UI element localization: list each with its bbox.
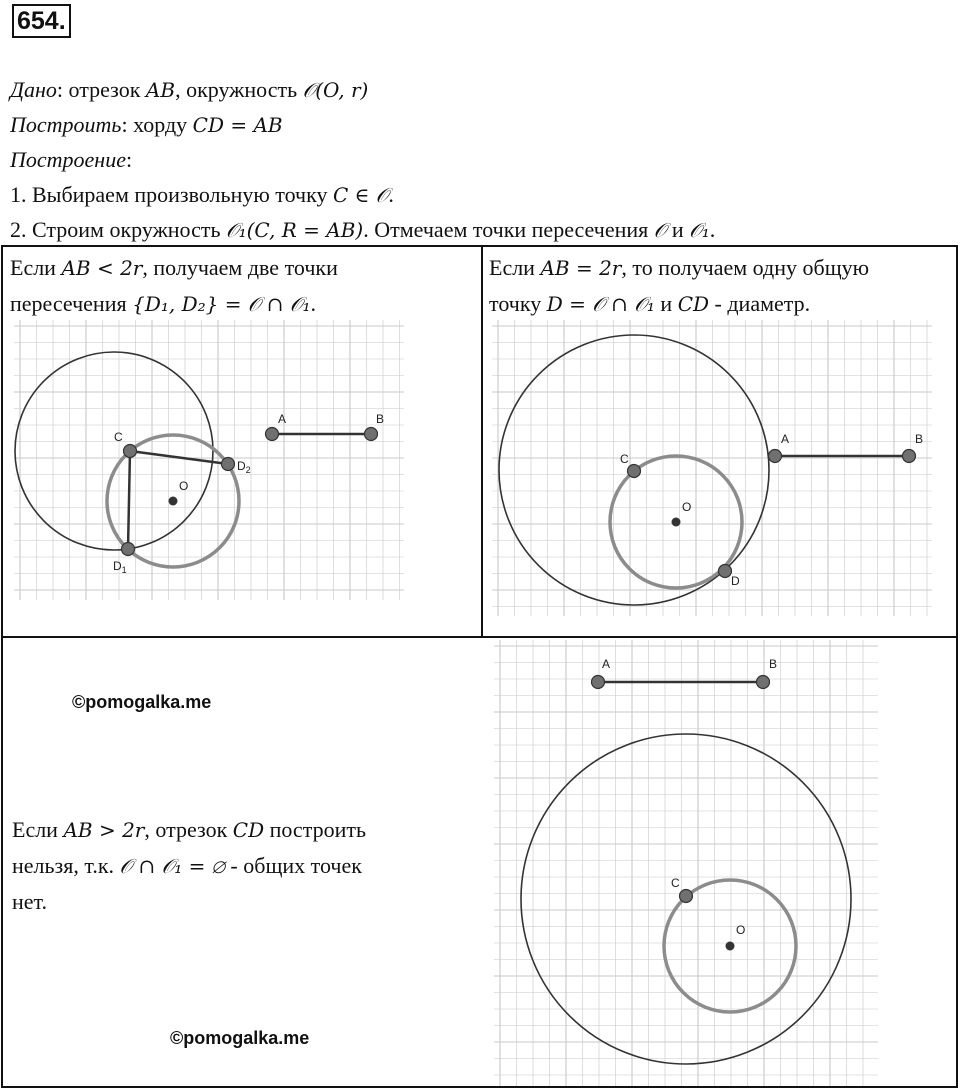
- cell1-line1-math: AB < 2r: [61, 256, 143, 280]
- step2-text: 2. Строим окружность: [10, 217, 227, 242]
- point-c: [680, 890, 693, 903]
- circle-o1: [15, 352, 213, 550]
- label-o: O: [682, 500, 692, 514]
- label-a: A: [278, 412, 287, 426]
- construction-line: [10, 142, 715, 177]
- label-b: B: [915, 432, 924, 446]
- point-a: [592, 676, 605, 689]
- given-text-1: : отрезок: [56, 77, 146, 102]
- step-2: [10, 212, 715, 247]
- cell3-text: [12, 812, 366, 919]
- cell2-text: [489, 250, 869, 322]
- step2-end: .: [709, 217, 716, 242]
- cell2-line1-a: Если: [489, 255, 541, 280]
- given-label: Дано: [10, 77, 57, 102]
- point-c: [628, 465, 641, 478]
- step1-end: .: [388, 182, 394, 207]
- cell3-line3: нет.: [12, 889, 47, 914]
- cell1-line2-b: .: [310, 291, 317, 316]
- point-c: [124, 445, 137, 458]
- point-d2: [222, 458, 235, 471]
- cell1-line2-math: {D₁, D₂} = 𝒪 ∩ 𝒪₁: [132, 292, 311, 316]
- step2-math: 𝒪₁(C, R = AB): [226, 218, 364, 242]
- label-b: B: [376, 412, 385, 426]
- cell2-line2-math: D = 𝒪 ∩ 𝒪₁: [546, 292, 655, 316]
- label-a: A: [602, 657, 611, 671]
- cell3-line1-a: Если: [12, 817, 64, 842]
- point-d1: [122, 543, 135, 556]
- cell3-line1-b: , отрезок: [144, 817, 233, 842]
- table-horizontal-divider: [3, 636, 956, 638]
- label-d1: $D_1$: [113, 559, 127, 575]
- construct-line: [10, 107, 715, 142]
- step1-math: C ∈ 𝒪: [332, 183, 389, 207]
- point-a: [266, 428, 279, 441]
- label-c: C: [114, 430, 123, 444]
- label-d2: $D_2$: [237, 459, 251, 475]
- cell3-line2-b: - общих точек: [224, 853, 362, 878]
- label-c: C: [620, 452, 629, 466]
- cell2-line2-b: и: [654, 291, 678, 316]
- label-o: O: [736, 923, 746, 937]
- chord-cd1: [128, 451, 130, 549]
- cell3-line1-math: AB > 2r: [63, 818, 145, 842]
- watermark-bottom: ©pomogalka.me: [170, 1028, 310, 1048]
- label-b: B: [769, 657, 778, 671]
- problem-number: 654.: [12, 4, 71, 38]
- given-circle: 𝒪(O, r): [302, 78, 369, 102]
- construction-colon: :: [125, 147, 133, 172]
- cell2-line2-a: точку: [489, 291, 547, 316]
- cell2-line2-cd: CD: [677, 292, 710, 316]
- watermark-top: ©pomogalka.me: [72, 692, 212, 712]
- grid: [494, 640, 878, 1086]
- label-d: D: [731, 574, 740, 588]
- given-ab: AB: [145, 78, 176, 102]
- cell1-line1-b: , получаем две точки: [142, 255, 338, 280]
- cell1-text: [10, 250, 338, 322]
- intro-block: [10, 72, 715, 247]
- cell2-line1-b: , то получаем одну общую: [621, 255, 870, 280]
- label-c: C: [671, 876, 680, 890]
- cell1-line2-a: пересечения: [10, 291, 133, 316]
- point-d: [719, 565, 732, 578]
- construct-eq: CD = AB: [192, 113, 283, 137]
- figure-one-intersection: [492, 320, 932, 616]
- label-o: O: [179, 479, 189, 493]
- cell3-line1-cd: CD: [232, 818, 265, 842]
- cell1-line1-a: Если: [10, 255, 62, 280]
- step-1: [10, 177, 715, 212]
- construct-text: : хорду: [121, 112, 193, 137]
- point-b: [757, 676, 770, 689]
- point-b: [903, 450, 916, 463]
- given-line: [10, 72, 715, 107]
- point-b: [365, 428, 378, 441]
- cell3-line1-c: построить: [264, 817, 366, 842]
- point-o: [726, 942, 735, 951]
- figure-no-intersection: [494, 640, 878, 1086]
- cell3-line2-a: нельзя, т.к.: [12, 853, 120, 878]
- step2-and: и: [666, 217, 690, 242]
- table-vertical-divider: [481, 247, 483, 638]
- cell3-line2-math: 𝒪 ∩ 𝒪₁ = ∅: [119, 854, 225, 878]
- step2-o1: 𝒪₁: [689, 218, 710, 242]
- construct-label: Построить: [10, 112, 122, 137]
- figure-two-intersections: [14, 320, 404, 600]
- point-o: [169, 497, 178, 506]
- step2-text-b: . Отмечаем точки пересечения: [363, 217, 654, 242]
- cell2-line1-math: AB = 2r: [540, 256, 622, 280]
- label-a: A: [781, 432, 790, 446]
- construction-label: Построение: [10, 147, 126, 172]
- point-o: [672, 518, 681, 527]
- point-a: [769, 450, 782, 463]
- cell2-line2-c: - диаметр.: [709, 291, 811, 316]
- given-text-2: , окружность: [175, 77, 303, 102]
- step1-text: 1. Выбираем произвольную точку: [10, 182, 333, 207]
- step2-o: 𝒪: [653, 218, 667, 242]
